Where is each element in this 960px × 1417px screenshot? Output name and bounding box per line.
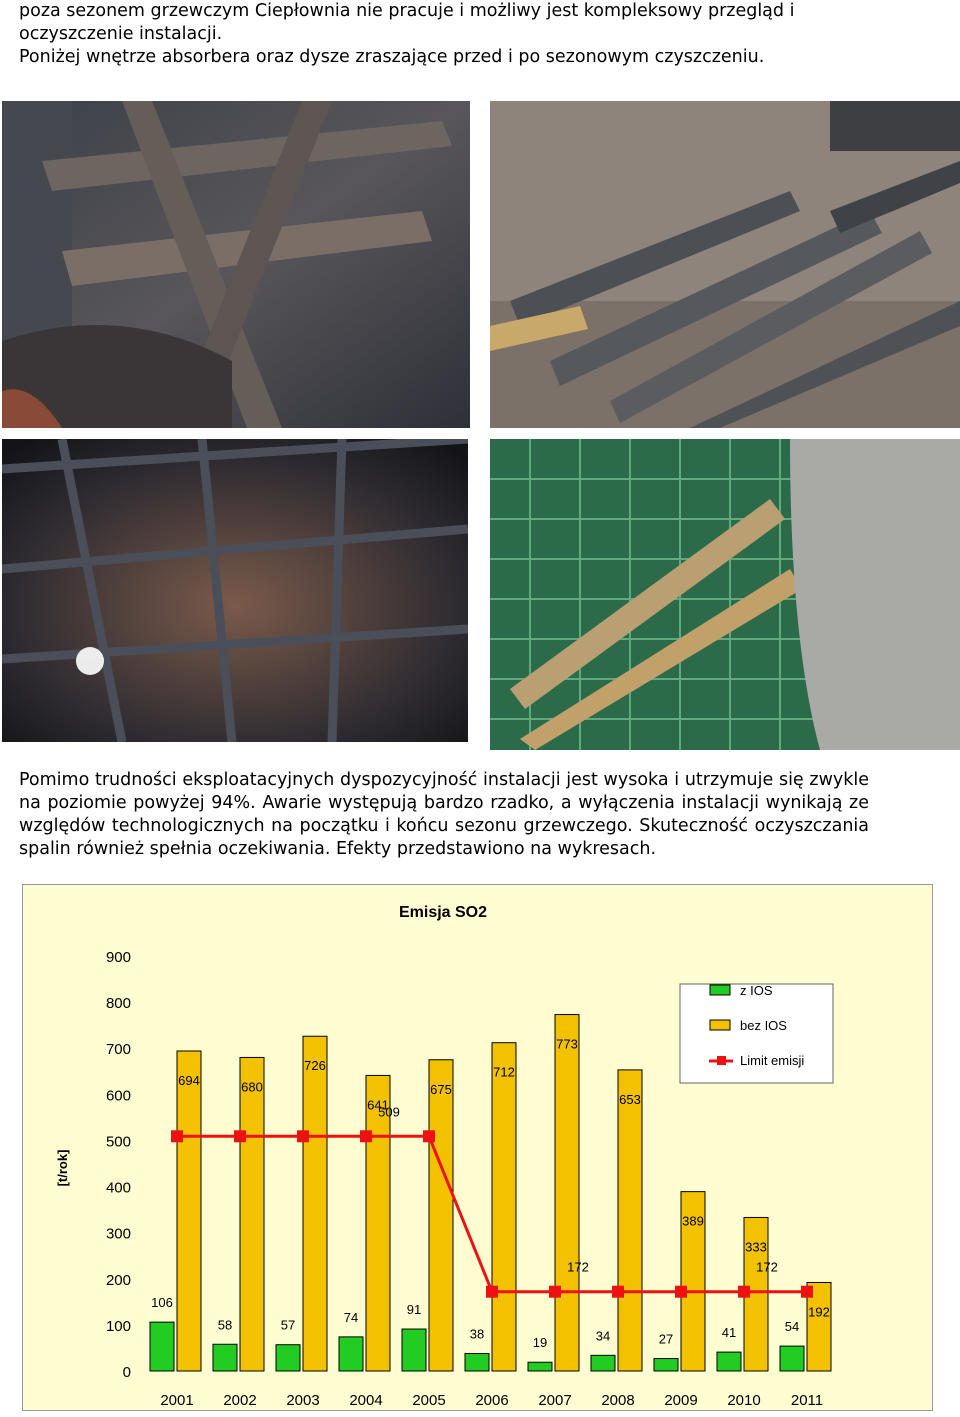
y-tick-label: 600 bbox=[105, 1087, 131, 1105]
x-tick-label: 2010 bbox=[727, 1392, 761, 1409]
data-label-bez-ios: 653 bbox=[619, 1091, 641, 1107]
limit-emisji-marker bbox=[423, 1130, 435, 1142]
data-label-bez-ios: 712 bbox=[493, 1064, 515, 1080]
limit-emisji-marker bbox=[486, 1286, 498, 1298]
limit-emisji-marker bbox=[234, 1130, 246, 1142]
bar-bez-ios bbox=[555, 1015, 579, 1371]
legend-box bbox=[680, 984, 833, 1083]
limit-emisji-marker bbox=[297, 1130, 309, 1142]
legend-label: bez IOS bbox=[740, 1018, 787, 1033]
photo-nozzles-after bbox=[490, 439, 960, 750]
x-tick-label: 2003 bbox=[286, 1392, 320, 1409]
data-label-limit: 172 bbox=[756, 1259, 778, 1275]
data-label-bez-ios: 333 bbox=[745, 1239, 767, 1255]
x-tick-label: 2007 bbox=[538, 1392, 572, 1409]
bar-z-ios bbox=[339, 1337, 363, 1371]
intro-line-2: Poniżej wnętrze absorbera oraz dysze zraszające przed i po sezonowym czyszczeniu. bbox=[19, 47, 765, 67]
legend-label: Limit emisji bbox=[740, 1053, 805, 1068]
bar-z-ios bbox=[591, 1355, 615, 1371]
bar-bez-ios bbox=[240, 1057, 264, 1371]
photo-nozzles-before bbox=[490, 101, 960, 428]
data-label-z-ios: 58 bbox=[217, 1317, 233, 1333]
bar-bez-ios bbox=[366, 1075, 390, 1371]
x-tick-label: 2009 bbox=[664, 1392, 698, 1409]
y-tick-label: 100 bbox=[105, 1317, 131, 1335]
x-tick-label: 2006 bbox=[475, 1392, 509, 1409]
bar-z-ios bbox=[465, 1353, 489, 1371]
photo-absorber-before bbox=[2, 101, 470, 428]
intro-line-1: poza sezonem grzewczym Ciepłownia nie pracuje i możliwy jest kompleksowy przegląd i oczyszczenie instalacji. bbox=[19, 1, 795, 44]
data-label-z-ios: 38 bbox=[469, 1326, 485, 1342]
limit-emisji-marker bbox=[171, 1130, 183, 1142]
data-label-bez-ios: 641 bbox=[367, 1097, 389, 1113]
data-label-z-ios: 34 bbox=[595, 1328, 611, 1344]
y-tick-label: 200 bbox=[105, 1271, 131, 1289]
data-label-bez-ios: 773 bbox=[556, 1036, 578, 1052]
data-label-z-ios: 106 bbox=[151, 1295, 173, 1311]
data-label-z-ios: 74 bbox=[343, 1309, 359, 1325]
limit-emisji-marker bbox=[801, 1286, 813, 1298]
y-tick-label: 300 bbox=[105, 1225, 131, 1243]
bar-z-ios bbox=[528, 1362, 552, 1371]
y-tick-label: 400 bbox=[105, 1179, 131, 1197]
bar-bez-ios bbox=[492, 1043, 516, 1371]
data-label-bez-ios: 675 bbox=[430, 1081, 452, 1097]
bar-z-ios bbox=[276, 1345, 300, 1371]
data-label-limit: 509 bbox=[378, 1104, 400, 1120]
y-tick-label: 500 bbox=[105, 1133, 131, 1151]
x-tick-label: 2005 bbox=[412, 1392, 446, 1409]
limit-emisji-marker bbox=[360, 1130, 372, 1142]
bar-bez-ios bbox=[177, 1051, 201, 1371]
y-tick-label: 700 bbox=[105, 1041, 131, 1059]
bar-bez-ios bbox=[618, 1070, 642, 1371]
data-label-limit: 172 bbox=[567, 1259, 589, 1275]
bar-z-ios bbox=[780, 1346, 804, 1371]
bar-z-ios bbox=[654, 1359, 678, 1371]
x-tick-label: 2011 bbox=[790, 1392, 824, 1409]
data-label-bez-ios: 389 bbox=[682, 1213, 704, 1229]
data-label-z-ios: 41 bbox=[721, 1325, 737, 1341]
legend-marker-limit bbox=[717, 1056, 726, 1065]
limit-emisji-marker bbox=[549, 1286, 561, 1298]
data-label-z-ios: 19 bbox=[532, 1335, 548, 1351]
data-label-z-ios: 54 bbox=[784, 1319, 800, 1335]
data-label-bez-ios: 694 bbox=[178, 1072, 200, 1088]
data-label-z-ios: 57 bbox=[280, 1317, 296, 1333]
bar-bez-ios bbox=[429, 1060, 453, 1371]
limit-emisji-marker bbox=[612, 1286, 624, 1298]
bar-bez-ios bbox=[303, 1036, 327, 1371]
y-axis-label: [t/rok] bbox=[55, 1149, 70, 1187]
y-tick-label: 0 bbox=[122, 1364, 131, 1381]
data-label-bez-ios: 680 bbox=[241, 1079, 263, 1095]
legend-swatch bbox=[710, 1020, 730, 1030]
data-label-z-ios: 91 bbox=[406, 1302, 422, 1318]
emission-chart-svg bbox=[23, 885, 932, 1410]
y-tick-label: 800 bbox=[105, 995, 131, 1013]
chart-legend bbox=[680, 983, 833, 1083]
chart-title: Emisja SO2 bbox=[398, 904, 488, 921]
data-label-z-ios: 27 bbox=[658, 1331, 674, 1347]
limit-emisji-marker bbox=[675, 1286, 687, 1298]
x-tick-label: 2004 bbox=[349, 1392, 383, 1409]
x-tick-label: 2008 bbox=[601, 1392, 635, 1409]
bar-z-ios bbox=[213, 1344, 237, 1371]
data-label-bez-ios: 726 bbox=[304, 1058, 326, 1074]
intro-paragraph bbox=[19, 0, 869, 69]
body-paragraph: Pomimo trudności eksploatacyjnych dyspozycyjność instalacji jest wysoka i utrzymuje się zwykle na poziomie powyżej 94%. Awarie występują bardzo rzadko, a wyłączenia instalacji wynikają ze względów technologicznych na początku i końcu sezonu grzewczego. Skuteczność oczyszczania spalin również spełnia oczekiwania. Efekty przedstawiono na wykresach. bbox=[19, 770, 869, 859]
data-label-bez-ios: 192 bbox=[808, 1304, 830, 1320]
x-tick-label: 2001 bbox=[160, 1392, 194, 1409]
bar-z-ios bbox=[150, 1322, 174, 1371]
emission-chart bbox=[22, 884, 933, 1411]
limit-emisji-marker bbox=[738, 1286, 750, 1298]
bar-z-ios bbox=[402, 1329, 426, 1371]
y-tick-label: 900 bbox=[105, 949, 131, 966]
legend-label: z IOS bbox=[740, 983, 773, 998]
legend-swatch bbox=[710, 985, 730, 995]
photo-absorber-after bbox=[2, 439, 468, 742]
bar-z-ios bbox=[717, 1352, 741, 1371]
x-tick-label: 2002 bbox=[223, 1392, 257, 1409]
